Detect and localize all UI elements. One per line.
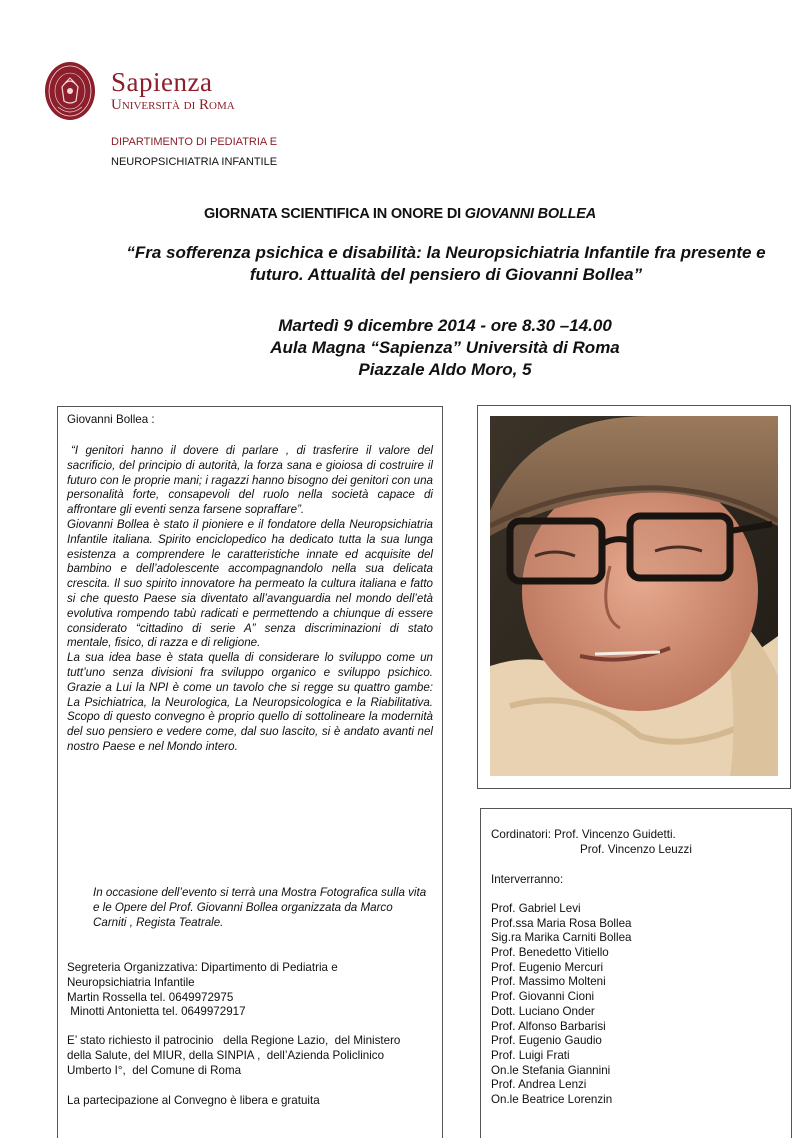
- department-line-1: DIPARTIMENTO DI PEDIATRIA E: [111, 136, 278, 148]
- brand-name: Sapienza: [111, 67, 213, 97]
- event-info: [0, 315, 800, 381]
- list-item: Prof. Giovanni Cioni: [491, 990, 595, 1004]
- subtitle-line-1: “Fra sofferenza psichica e disabilità: la Neuropsichiatria Infantile fra presente e: [126, 243, 766, 262]
- sapienza-seal-logo: [44, 61, 96, 121]
- list-item: Dott. Luciano Onder: [491, 1004, 595, 1018]
- portrait-photo: [490, 416, 778, 776]
- list-item: Prof. Andrea Lenzi: [491, 1078, 587, 1092]
- list-item: Prof. Alfonso Barbarisi: [491, 1019, 606, 1033]
- coordinators-line-1: Cordinatori: Prof. Vincenzo Guidetti.: [491, 828, 676, 841]
- list-item: On.le Stefania Giannini: [491, 1063, 611, 1077]
- event-title-prefix: GIORNATA SCIENTIFICA IN ONORE DI: [203, 206, 465, 222]
- list-item: Prof. Eugenio Mercuri: [491, 960, 604, 974]
- event-venue: Aula Magna “Sapienza” Università di Roma: [270, 338, 620, 357]
- organizing-secretariat: [67, 961, 427, 1020]
- list-item: Prof.ssa Maria Rosa Bollea: [491, 916, 632, 930]
- secretariat-line-2: Neuropsichiatria Infantile: [67, 975, 195, 989]
- list-item: Prof. Gabriel Levi: [491, 902, 581, 915]
- secretariat-contact-2: Minotti Antonietta tel. 0649972917: [67, 1005, 246, 1019]
- event-subtitle: [110, 242, 782, 286]
- event-title-name: GIOVANNI BOLLEA: [464, 206, 597, 222]
- event-address: Piazzale Aldo Moro, 5: [358, 360, 532, 379]
- list-item: Sig.ra Marika Carniti Bollea: [491, 931, 632, 945]
- secretariat-line-1: Segreteria Organizzativa: Dipartimento di Pediatria e: [67, 961, 338, 974]
- biography-paragraph-2: La sua idea base è stata quella di considerare lo sviluppo come un tutt’uno senza divisioni fra sviluppo organico e sviluppo psichico. Grazie a Lui la NPI è come un tavolo che si regge su quattro gambe: La Psichiatrica, la Neurologica, La Neuropsicologica e la Riabilitativa. Scopo di questo convegno è proprio quello di sottolineare la modernità del suo pensiero e vedere come, dal suo lascito, si è andato avanti nel nostro Paese e nel Mondo intero.: [67, 651, 433, 753]
- free-entry-note: La partecipazione al Convegno è libera e gratuita: [67, 1094, 320, 1107]
- list-item: Prof. Luigi Frati: [491, 1048, 570, 1062]
- secretariat-contact-1: Martin Rossella tel. 0649972975: [67, 990, 234, 1004]
- patronage-note: E’ stato richiesto il patrocinio della Regione Lazio, del Ministero della Salute, del MIUR, della SINPIA , dell’Azienda Policlinico Umberto I°, del Comune di Roma: [67, 1034, 404, 1077]
- quote-text: “I genitori hanno il dovere di parlare , di trasferire il valore del sacrificio, del principio di autorità, la forza sana e gioiosa di costruire il futuro con le proprie mani; i ragazzi hanno bisogno dei genitori con una personalità forte, consapevoli del ruolo nella società capace di affrontare gli eventi senza farsene sopraffare”.: [67, 444, 433, 517]
- event-title: [0, 206, 800, 222]
- list-item: Prof. Benedetto Vitiello: [491, 946, 609, 960]
- biography-paragraph-1: Giovanni Bollea è stato il pioniere e il fondatore della Neuropsichiatria Infantile italiana. Spirito enciclopedico ha dedicato tutta la sua lunga esistenza a comprendere le caratteristiche innate ed acquisite del bambino e dell’adolescente accompagnandolo nella sua delicata crescita. Il suo spirito innovatore ha permeato la cultura italiana e fatto si che questo Paese sia diventato all’avanguardia nel mondo dell’età evolutiva rompendo tabù radicati e permettendo a chiunque di essere considerato “cittadino di serie A” senza discriminazioni di stato mentale, fisico, di razza e di religione.: [67, 517, 433, 650]
- speakers-heading: Interverranno:: [491, 873, 564, 886]
- list-item: Prof. Massimo Molteni: [491, 975, 606, 989]
- exhibit-note: In occasione dell’evento si terrà una Mostra Fotografica sulla vita e le Opere del Prof. Giovanni Bollea organizzata da Marco Carniti , Regista Teatrale.: [93, 886, 427, 929]
- speakers-list: [491, 902, 631, 1108]
- list-item: On.le Beatrice Lorenzin: [491, 1092, 613, 1106]
- coordinators-line-2: Prof. Vincenzo Leuzzi: [580, 843, 692, 856]
- department-line-2: NEUROPSICHIATRIA INFANTILE: [111, 156, 278, 168]
- list-item: Prof. Eugenio Gaudio: [491, 1034, 602, 1048]
- subtitle-line-2: futuro. Attualità del pensiero di Giovanni Bollea”: [249, 265, 643, 284]
- event-date-time: Martedì 9 dicembre 2014 - ore 8.30 –14.00: [278, 316, 612, 335]
- quote-and-biography: [67, 444, 433, 755]
- quote-author: Giovanni Bollea :: [67, 413, 155, 426]
- brand-subtitle: Università di Roma: [111, 97, 235, 113]
